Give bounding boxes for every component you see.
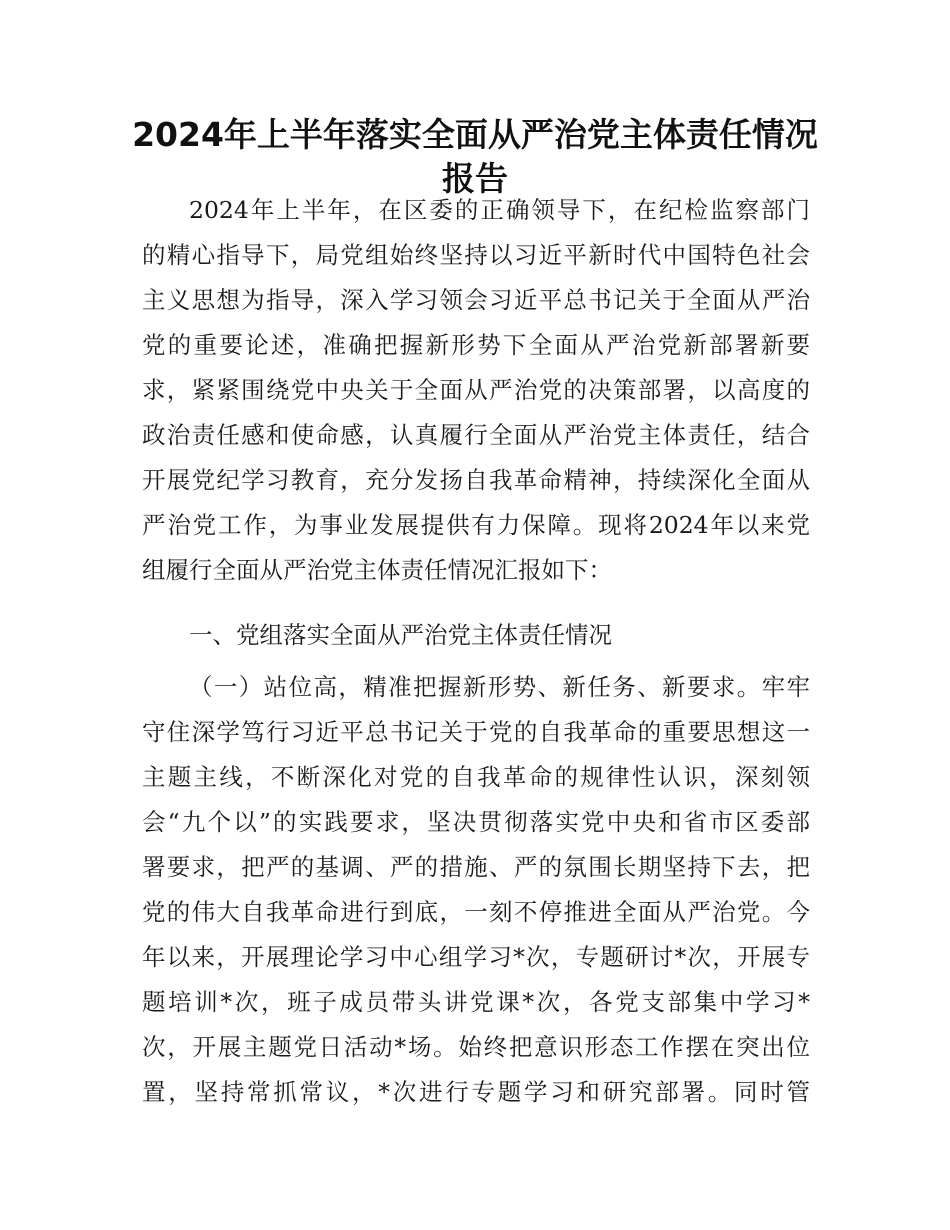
paragraph-line: 署要求，把严的基调、严的措施、严的氛围长期坚持下去，把 xyxy=(142,853,810,881)
paragraph-line: 置，坚持常抓常议，*次进行专题学习和研究部署。同时管 xyxy=(142,1078,810,1106)
paragraph-line: 求，紧紧围绕党中央关于全面从严治党的决策部署，以高度的 xyxy=(142,376,810,404)
paragraph-line: 严治党工作，为事业发展提供有力保障。现将2024年以来党 xyxy=(142,511,810,539)
paragraph-line: 党的伟大自我革命进行到底，一刻不停推进全面从严治党。今 xyxy=(142,898,810,926)
paragraph-line: 党的重要论述，准确把握新形势下全面从严治党新部署新要 xyxy=(142,331,810,359)
document-title-line-2: 报告 xyxy=(442,159,508,198)
paragraph-line: 次，开展主题党日活动*场。始终把意识形态工作摆在突出位 xyxy=(142,1033,810,1061)
paragraph-line: 主题主线，不断深化对党的自我革命的规律性认识，深刻领 xyxy=(142,763,810,791)
paragraph-line: 会“九个以”的实践要求，坚决贯彻落实党中央和省市区委部 xyxy=(142,808,810,836)
paragraph-line: 守住深学笃行习近平总书记关于党的自我革命的重要思想这一 xyxy=(142,718,810,746)
paragraph-line: 2024年上半年，在区委的正确领导下，在纪检监察部门 xyxy=(189,196,810,224)
paragraph-line: 题培训*次，班子成员带头讲党课*次，各党支部集中学习* xyxy=(142,988,810,1016)
section-heading-1: 一、党组落实全面从严治党主体责任情况 xyxy=(189,621,612,649)
paragraph-line: 年以来，开展理论学习中心组学习*次，专题研讨*次，开展专 xyxy=(142,943,810,971)
paragraph-line: 组履行全面从严治党主体责任情况汇报如下： xyxy=(142,556,612,584)
document-title-line-1: 2024年上半年落实全面从严治党主体责任情况 xyxy=(132,115,818,154)
paragraph-line: 的精心指导下，局党组始终坚持以习近平新时代中国特色社会 xyxy=(142,241,810,269)
paragraph-line: 主义思想为指导，深入学习领会习近平总书记关于全面从严治 xyxy=(142,286,810,314)
paragraph-line: （一）站位高，精准把握新形势、新任务、新要求。牢牢 xyxy=(189,673,810,701)
paragraph-line: 政治责任感和使命感，认真履行全面从严治党主体责任，结合 xyxy=(142,421,810,449)
paragraph-line: 开展党纪学习教育，充分发扬自我革命精神，持续深化全面从 xyxy=(142,466,810,494)
